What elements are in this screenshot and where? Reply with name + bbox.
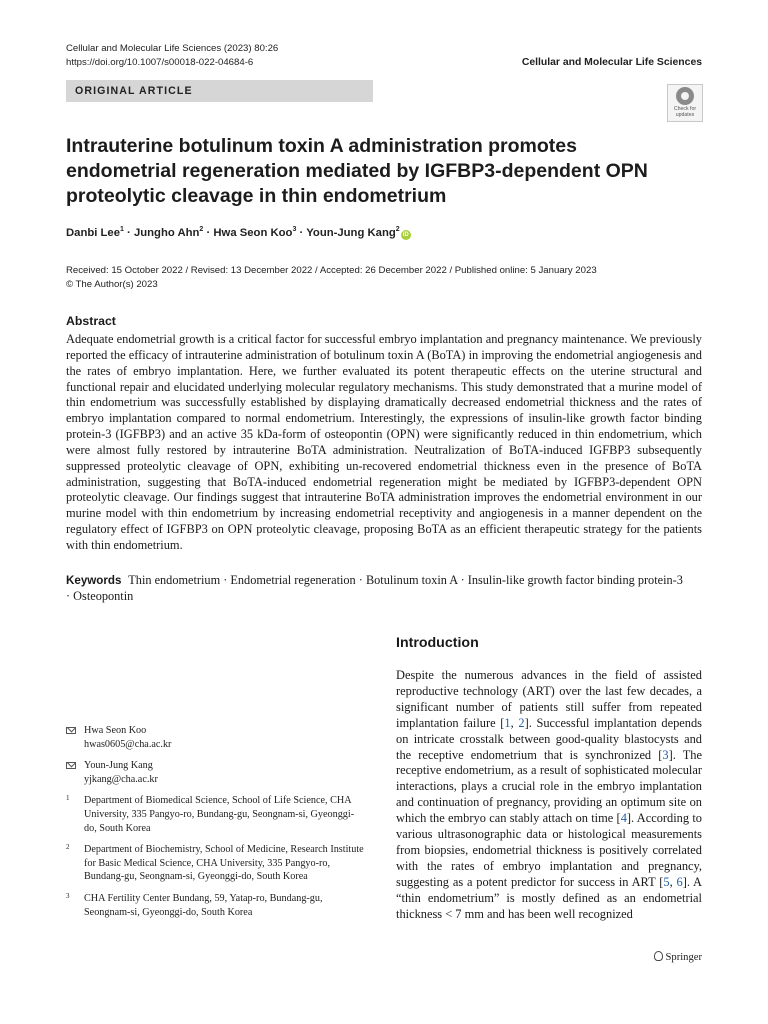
author-affiliation-ref: 2 xyxy=(199,226,204,233)
article-type-banner: ORIGINAL ARTICLE xyxy=(66,80,373,102)
copyright-notice: © The Author(s) 2023 xyxy=(66,278,158,290)
envelope-icon xyxy=(66,727,76,734)
abstract-text: Adequate endometrial growth is a critical factor for successful embryo implantation and pregnancy maintenance. We previously reported the efficacy of intrauterine administration of botulinum toxin A (BoTA) in improving the endometrial angiogenesis and the rates of embryo implantation. Here, we further evaluated its potent therapeutic effects on the uterine structural and functional repair and elucidated underlying molecular regulatory mechanisms. This study demonstrated that a murine model of thin endometrium was successfully established by displaying dramatically decreased endometrial thickness and the rates of embryo implantation compared to normal endometrium. Interestingly, the expressions of insulin-like growth factor binding protein-3 (IGFBP3) and an active 35 kDa-form of osteopontin (OPN) were significantly reduced in thin endometrium, which were almost fully restored by intrauterine BoTA administration. Neutralization of BoTA-induced IGFBP3 subsequently suppressed proteolytic cleavage of OPN, exhibiting un-recovered endometrial thickness even in the presence of BoTA administration, suggesting that BoTA-induced endometrial regeneration might be mediated by IGFBP3-dependent OPN proteolytic cleavage. Our findings suggest that intrauterine BoTA administration improves the endometrial environment in our murine model with thin endometrium by increasing endometrial receptivity and angiogenesis in a manner dependent on the regulatory effect of IGFBP3 on OPN proteolytic cleavage, proposing BoTA as an efficient therapeutic strategy for the patients with thin endometrium. xyxy=(66,332,702,552)
introduction-text-run: ]. According to various ultrasonographic data or histological measurements from biopsies, endometrial thickness is positively correlated with the rates of embryo implantation and pregnancy, suggesting as a potent predictor for success in ART [ xyxy=(396,811,702,889)
doi-link[interactable]: https://doi.org/10.1007/s00018-022-04684-6 xyxy=(66,57,254,68)
envelope-icon xyxy=(66,762,76,769)
introduction-text-run: Despite the numerous advances in the field of assisted reproductive technology (ART) over the last few decades, a significant number of patients still suffer from repeated implantation failure [ xyxy=(396,668,702,730)
journal-meta xyxy=(66,42,278,70)
journal-citation: Cellular and Molecular Life Sciences (2023) 80:26 xyxy=(66,43,279,54)
abstract-heading: Abstract xyxy=(66,314,116,328)
affiliation xyxy=(66,843,366,884)
affiliation xyxy=(66,892,366,919)
affiliation-number: 2 xyxy=(66,843,70,852)
article-title: Intrauterine botulinum toxin A administration promotes endometrial regeneration mediated by IGFBP3-dependent OPN proteolytic cleavage in thin endometrium xyxy=(66,135,648,207)
affiliation-number: 3 xyxy=(66,891,70,900)
corresponding-author xyxy=(66,724,366,751)
corresponding-author-name: Youn-Jung Kang xyxy=(84,760,153,772)
keywords xyxy=(66,573,686,605)
introduction-text xyxy=(396,668,702,923)
publisher-logo xyxy=(654,951,702,963)
affiliation-text: Department of Biochemistry, School of Medicine, Research Institute for Basic Medical Science, CHA University, 335 Pangyo-ro, Bundang-gu, Seongnam-si, Gyeonggi-do, South Korea xyxy=(84,844,364,883)
corresponding-author-email[interactable]: yjkang@cha.ac.kr xyxy=(84,773,158,785)
introduction-text-run: , xyxy=(510,715,519,730)
affiliation xyxy=(66,794,366,835)
corresponding-author xyxy=(66,759,366,786)
author-affiliation-ref: 1 xyxy=(120,226,124,233)
keywords-list: Thin endometrium · Endometrial regeneration · Botulinum toxin A · Insulin-like growth factor binding protein-3 · Osteopontin xyxy=(66,573,683,603)
journal-name: Cellular and Molecular Life Sciences xyxy=(521,57,702,68)
author-name[interactable]: Jungho Ahn xyxy=(133,226,200,239)
check-updates-line1: Check for xyxy=(673,106,697,112)
introduction-text-run: ]. A “thin endometrium” is mostly defined as an endometrial thickness < 7 mm and has been well recognized xyxy=(396,874,702,921)
citation-link[interactable]: 1 xyxy=(504,715,511,730)
citation-link[interactable]: 4 xyxy=(620,811,627,826)
publication-history xyxy=(66,264,597,291)
author-footnotes xyxy=(66,724,366,919)
introduction-text-run: , xyxy=(669,874,677,889)
corresponding-author-email[interactable]: hwas0605@cha.ac.kr xyxy=(84,738,172,750)
affiliation-number: 1 xyxy=(66,794,70,803)
author-affiliation-ref: 2 xyxy=(395,226,400,233)
author-name[interactable]: Hwa Seon Koo xyxy=(213,226,293,239)
introduction-text-run: ]. Successful implantation depends on intricate crosstalk between good-quality blastocysts and the receptive endometrium that is synchronized [ xyxy=(396,715,702,762)
affiliation-text: CHA Fertility Center Bundang, 59, Yatap-ro, Bundang-gu, Seongnam-si, Gyeonggi-do, South Korea xyxy=(84,892,323,918)
affiliation-text: Department of Biomedical Science, School of Life Science, CHA University, 335 Pangyo-ro, Bundang-gu, Seongnam-si, Gyeonggi-do, South Korea xyxy=(84,795,355,834)
author-affiliation-ref: 3 xyxy=(292,226,297,233)
corresponding-author-name: Hwa Seon Koo xyxy=(84,725,147,736)
introduction-text-run: ]. The receptive endometrium, as a result of sophisticated molecular interactions, plays a crucial role in the embryo implantation and continuation of pregnancy, providing an optimum site on which the embryo can stably attach on time [ xyxy=(396,747,702,826)
citation-link[interactable]: 5 xyxy=(663,874,670,889)
introduction-heading: Introduction xyxy=(396,635,479,651)
citation-link[interactable]: 2 xyxy=(518,715,525,730)
check-updates-line2: updates xyxy=(675,112,695,118)
citation-link[interactable]: 3 xyxy=(662,747,669,762)
check-for-updates-badge[interactable] xyxy=(667,84,703,122)
author-name[interactable]: Youn-Jung Kang xyxy=(306,226,396,239)
citation-link[interactable]: 6 xyxy=(676,874,683,889)
publisher-name: Springer xyxy=(665,952,702,963)
author-name[interactable]: Danbi Lee xyxy=(66,226,120,239)
keywords-label: Keywords xyxy=(66,574,122,587)
article-dates: Received: 15 October 2022 / Revised: 13 December 2022 / Accepted: 26 December 2022 / Published online: 5 January 2023 xyxy=(66,265,597,276)
author-list: Danbi Lee$^1$ · Jungho Ahn$^2$ · Hwa Seon Koo$^3$ · Youn-Jung Kang$^2$iD xyxy=(66,226,409,239)
check-updates-icon xyxy=(676,87,694,105)
orcid-icon[interactable]: iD xyxy=(402,231,409,238)
springer-horse-icon xyxy=(654,951,663,961)
